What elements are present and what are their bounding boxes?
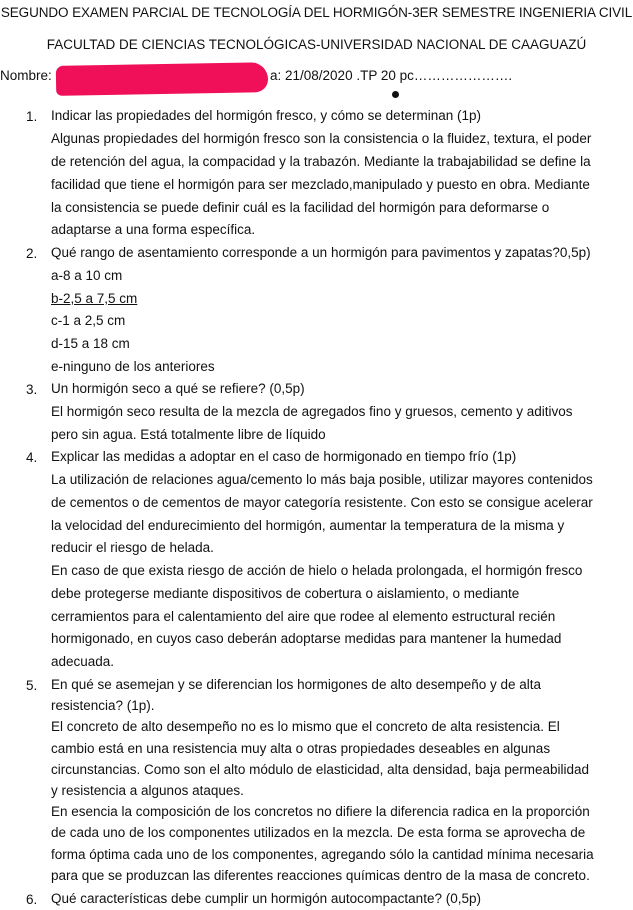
question-text: En qué se asemejan y se diferencian los hormigones de alto desempeño y de alta bbox=[51, 677, 542, 692]
answer-line: y resistencia a algunos ataques. bbox=[51, 783, 244, 798]
option-a: a-8 a 10 cm bbox=[51, 268, 123, 283]
answer-line: forma óptima cada uno de los componentes, agregando sólo la cantidad mínima necesaria bbox=[51, 846, 594, 862]
answer-line: de cementos o de cementos de mayor categoría resistente. Con esto se consigue acelerar bbox=[51, 495, 593, 510]
question-number: 6. bbox=[26, 892, 38, 907]
answer-line: El hormigón seco resulta de la mezcla de agregados fino y gruesos, cemento y aditivos bbox=[51, 404, 573, 419]
question-text: Indicar las propiedades del hormigón fresco, y cómo se determinan (1p) bbox=[51, 108, 481, 123]
question-text: Qué rango de asentamiento corresponde a un hormigón para pavimentos y zapatas?0,5p) bbox=[51, 245, 591, 260]
answer-line: pero sin agua. Está totalmente libre de líquido bbox=[51, 427, 326, 442]
answer-line: adaptarse a una forma específica. bbox=[51, 222, 256, 237]
answer-line: la velocidad del endurecimiento del hormigón, aumentar la temperatura de la misma y bbox=[51, 518, 565, 533]
question-text: resistencia? (1p). bbox=[51, 698, 155, 714]
answer-line: debe protegerse mediante dispositivos de cobertura o aislamiento, o mediante bbox=[51, 586, 520, 601]
answer-line: Algunas propiedades del hormigón fresco son la consistencia o la fluidez, textura, el poder bbox=[51, 131, 592, 146]
faculty-title: FACULTAD DE CIENCIAS TECNOLÓGICAS-UNIVERSIDAD NACIONAL DE CAAGUAZÚ bbox=[46, 37, 587, 52]
answer-line: la consistencia se puede definir cuál es la facilidad del hormigón para deformarse o bbox=[51, 200, 550, 215]
answer-line: En esencia la composición de los concretos no difiere la diferencia radica en la proporción bbox=[51, 804, 590, 820]
option-e: e-ninguno de los anteriores bbox=[51, 359, 215, 374]
answer-line: circunstancias. Como son el alto módulo de elasticidad, alta densidad, baja permeabilidad bbox=[51, 761, 590, 777]
question-text: Qué características debe cumplir un hormigón autocompactante? (0,5p) bbox=[51, 891, 481, 906]
option-b-selected: b-2,5 a 7,5 cm bbox=[51, 291, 138, 306]
answer-line: de retención del agua, la compacidad y la trabazón. Mediante la trabajabilidad se define la bbox=[51, 154, 591, 169]
redaction-mark bbox=[56, 62, 268, 96]
question-number: 5. bbox=[26, 678, 38, 693]
fecha-field: a: 21/08/2020 .TP 20 pc…………………. bbox=[270, 68, 513, 83]
answer-line: cambio está en una resistencia muy alta o otras propiedades deseables en algunas bbox=[51, 740, 551, 756]
answer-line: facilidad que tiene el hormigón para ser mezclado,manipulado y puesto en obra. Mediante bbox=[51, 177, 590, 192]
nombre-label: Nombre: bbox=[0, 68, 52, 83]
question-number: 2. bbox=[26, 246, 38, 261]
question-text: Explicar las medidas a adoptar en el caso de hormigonado en tiempo frío (1p) bbox=[51, 449, 517, 464]
answer-line: cerramientos para el calentamiento del aire que rodee al elemento estructural recién bbox=[51, 609, 556, 624]
answer-line: reducir el riesgo de helada. bbox=[51, 540, 214, 555]
answer-line: de cada uno de los componentes utilizados en la mezcla. De esta forma se aprovecha de bbox=[51, 825, 586, 841]
question-number: 4. bbox=[26, 450, 38, 465]
question-text: Un hormigón seco a qué se refiere? (0,5p) bbox=[51, 381, 305, 396]
answer-line: hormigonado, en cuyos caso deberán adoptarse medidas para mantener la humedad bbox=[51, 631, 562, 646]
answer-line: para que se produzcan las diferentes reacciones químicas dentro de la masa de concreto. bbox=[51, 867, 590, 883]
answer-line: El concreto de alto desempeño no es lo mismo que el concreto de alta resistencia. El bbox=[51, 719, 560, 735]
answer-line: La utilización de relaciones agua/cemento lo más baja posible, utilizar mayores contenidos bbox=[51, 472, 593, 487]
question-number: 3. bbox=[26, 382, 38, 397]
option-c: c-1 a 2,5 cm bbox=[51, 313, 126, 328]
ink-dot bbox=[392, 91, 399, 98]
question-number: 1. bbox=[26, 109, 38, 124]
answer-line: En caso de que exista riesgo de acción de hielo o helada prolongada, el hormigón fresco bbox=[51, 563, 583, 578]
option-d: d-15 a 18 cm bbox=[51, 336, 130, 351]
answer-line: adecuada. bbox=[51, 654, 115, 669]
exam-title: SEGUNDO EXAMEN PARCIAL DE TECNOLOGÍA DEL HORMIGÓN-3ER SEMESTRE INGENIERIA CIVIL bbox=[0, 5, 633, 20]
